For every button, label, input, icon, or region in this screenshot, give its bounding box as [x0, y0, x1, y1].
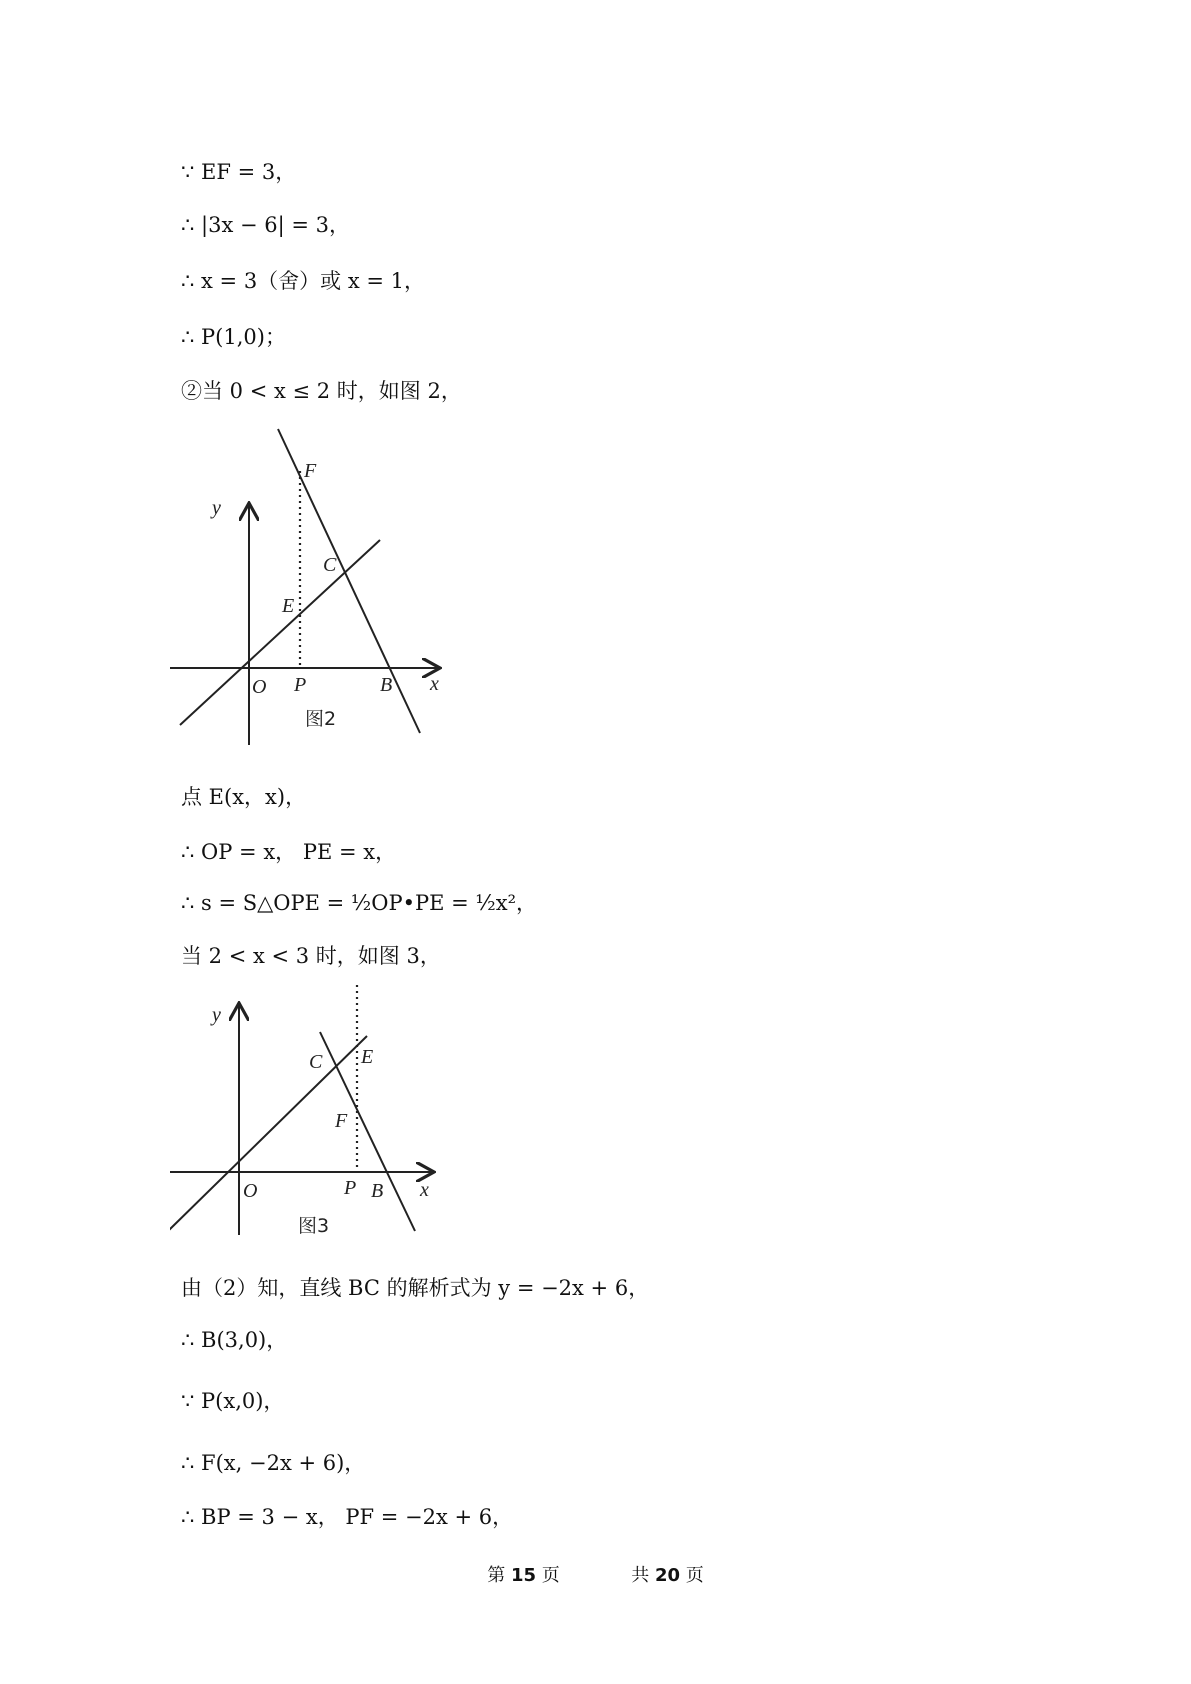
label-e: E	[361, 1046, 374, 1068]
label-x: x	[430, 673, 439, 695]
label-o: O	[252, 676, 267, 698]
label-p: P	[344, 1177, 357, 1199]
figure-3-diagram	[170, 985, 450, 1247]
label-y: y	[212, 497, 221, 519]
page-suffix: 页	[541, 1565, 560, 1586]
text-line: 点 E(x，x)，	[181, 785, 307, 809]
figure-3	[170, 985, 450, 1251]
label-c: C	[323, 554, 337, 576]
page-number: 15	[510, 1565, 537, 1586]
page-footer	[0, 1561, 1191, 1587]
figure-3-caption: 图3	[298, 1215, 330, 1237]
text-line: ∴ s = S△OPE = ½OP•PE = ½x²，	[181, 891, 538, 915]
total-pages: 20	[654, 1565, 681, 1586]
label-p: P	[294, 674, 307, 696]
text-line: ∵ P(x,0)，	[181, 1389, 285, 1413]
text-line: ②当 0 < x ≤ 2 时，如图 2，	[181, 379, 462, 403]
label-x: x	[420, 1179, 429, 1201]
text-line: ∴ |3x − 6| = 3，	[181, 213, 351, 237]
label-y: y	[212, 1004, 221, 1026]
total-suffix: 页	[685, 1565, 704, 1586]
page-prefix: 第	[487, 1565, 506, 1586]
figure-2-diagram	[170, 425, 450, 745]
text-line: ∴ OP = x， PE = x，	[181, 840, 397, 864]
text-line: 当 2 < x < 3 时，如图 3，	[181, 944, 441, 968]
label-f: F	[304, 460, 317, 482]
line-oc	[170, 1036, 367, 1231]
text-line: ∴ x = 3（舍）或 x = 1，	[181, 269, 426, 293]
figure-2-caption: 图2	[305, 708, 337, 730]
text-line: ∵ EF = 3，	[181, 160, 297, 184]
text-line: 由（2）知，直线 BC 的解析式为 y = −2x + 6，	[181, 1276, 650, 1300]
label-f: F	[335, 1110, 348, 1132]
label-b: B	[380, 674, 393, 696]
label-o: O	[243, 1180, 258, 1202]
text-line: ∴ P(1,0)；	[181, 325, 286, 349]
line-oc	[180, 540, 380, 725]
text-line: ∴ F(x, −2x + 6)，	[181, 1451, 366, 1475]
text-line: ∴ BP = 3 − x， PF = −2x + 6，	[181, 1505, 514, 1529]
label-b: B	[371, 1180, 384, 1202]
total-prefix: 共	[631, 1565, 650, 1586]
text-line: ∴ B(3,0)，	[181, 1328, 288, 1352]
figure-2	[170, 425, 450, 749]
label-c: C	[309, 1051, 323, 1073]
label-e: E	[282, 595, 295, 617]
